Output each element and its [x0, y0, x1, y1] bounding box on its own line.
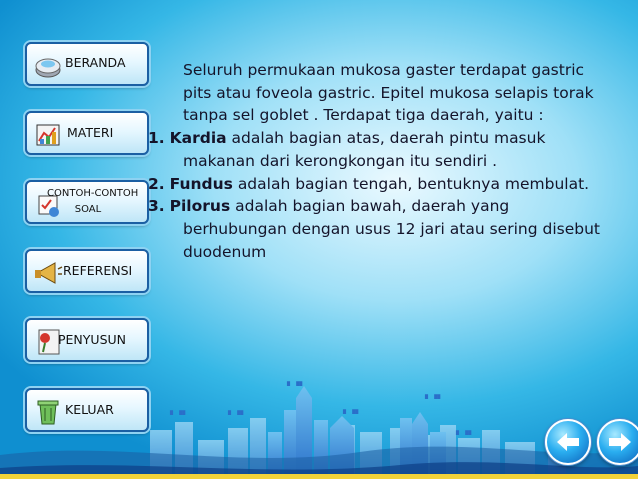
referensi-button[interactable] [25, 249, 149, 293]
list-item-fundus [148, 173, 608, 196]
next-slide-button[interactable] [597, 419, 638, 465]
contoh-soal-label-line1: CONTOH-CONTOH [47, 188, 139, 199]
contoh-soal-label-line2: SOAL [74, 204, 102, 215]
penyusun-button[interactable] [25, 318, 149, 362]
svg-text:▖▗▖: ▖▗▖ [343, 405, 362, 414]
contoh-soal-button[interactable] [25, 180, 149, 224]
svg-text:▖▗▖: ▖▗▖ [228, 406, 247, 415]
content-text [148, 59, 608, 263]
book-icon [31, 117, 65, 151]
svg-text:▖▗▖: ▖▗▖ [425, 390, 444, 399]
arrow-right-icon [605, 427, 635, 457]
item-number: 2. [148, 174, 165, 193]
item-desc: adalah bagian tengah, bentuknya membulat. [237, 174, 590, 193]
item-term: Fundus [169, 174, 233, 193]
home-icon [31, 48, 65, 82]
item-number: 1. [148, 129, 165, 148]
beranda-label: BERANDA [65, 55, 126, 70]
list-item-pilorus [148, 195, 608, 263]
penyusun-label: PENYUSUN [58, 332, 127, 347]
item-term: Kardia [169, 129, 227, 148]
trash-bin-icon [31, 394, 65, 428]
svg-text:▖▗▖: ▖▗▖ [456, 426, 475, 435]
svg-text:▖▗▖: ▖▗▖ [170, 406, 189, 415]
keluar-button[interactable] [25, 388, 149, 432]
previous-slide-button[interactable] [545, 419, 591, 465]
megaphone-icon [31, 255, 65, 289]
materi-label: MATERI [67, 125, 114, 140]
intro-paragraph: Seluruh permukaan mukosa gaster terdapat gastric pits atau foveola gastric. Epitel mukosa selapis torak tanpa sel goblet . Terdapat tiga daerah, yaitu : [183, 61, 594, 125]
item-desc: adalah bagian atas, daerah pintu masuk makanan dari kerongkongan itu sendiri . [183, 129, 546, 170]
materi-button[interactable] [25, 111, 149, 155]
item-number: 3. [148, 197, 165, 216]
keluar-label: KELUAR [65, 402, 114, 417]
svg-text:▖▗▖: ▖▗▖ [287, 377, 306, 386]
item-desc: adalah bagian bawah, daerah yang berhubungan dengan usus 12 jari atau sering disebut duodenum [183, 197, 600, 261]
arrow-left-icon [553, 427, 583, 457]
list-item-kardia [148, 127, 608, 172]
item-term: Pilorus [169, 197, 231, 216]
beranda-button[interactable] [25, 42, 149, 86]
referensi-label: REFERENSI [63, 263, 133, 278]
